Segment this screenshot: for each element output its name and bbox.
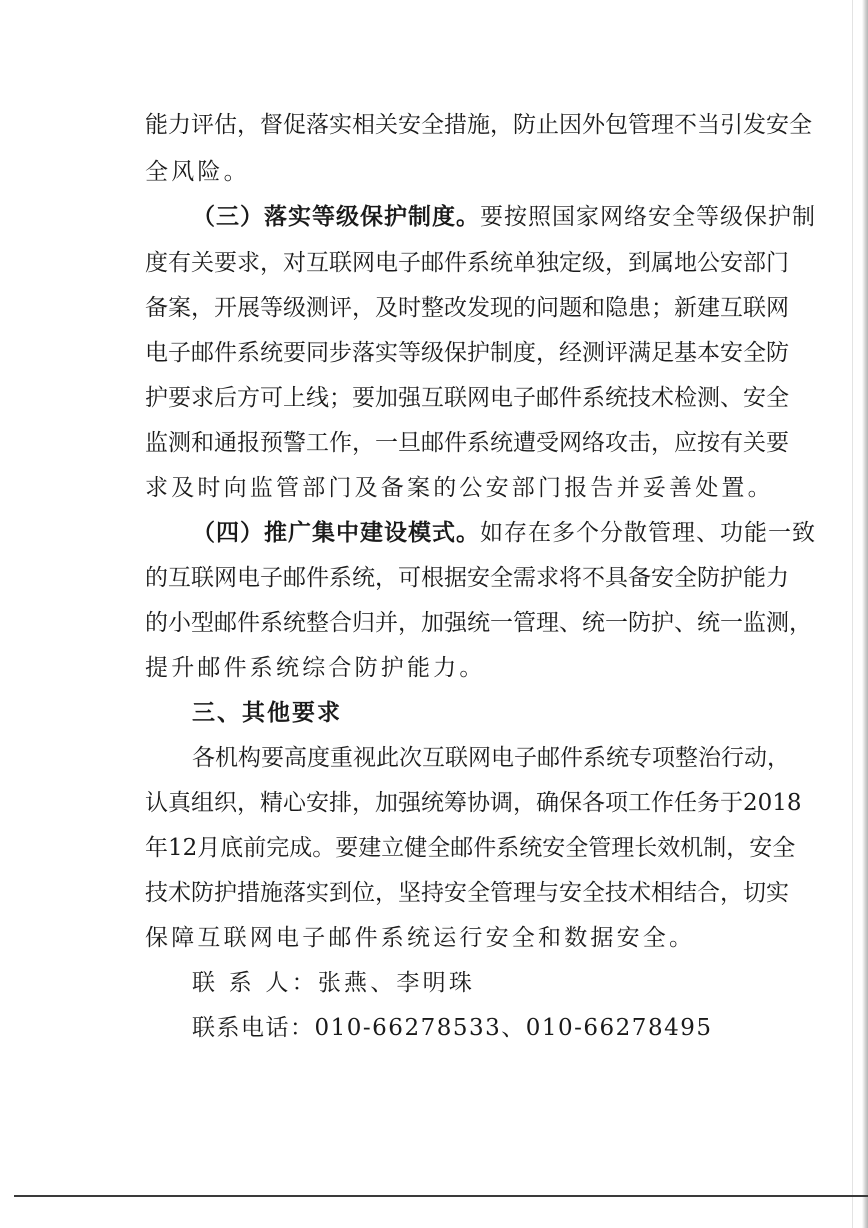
contact-person: 联 系 人：张燕、李明珠 <box>192 970 476 996</box>
paragraph-line: 保障互联网电子邮件系统运行安全和数据安全。 <box>145 925 696 951</box>
section-heading-other-requirements: 三、其他要求 <box>192 700 342 726</box>
paragraph-line: 的互联网电子邮件系统，可根据安全需求将不具备安全防护能力 <box>145 565 789 591</box>
scan-edge-line <box>852 0 853 1228</box>
section-4-text: 如存在多个分散管理、功能一致 <box>480 520 816 546</box>
paragraph-line: 年12月底前完成。要建立健全邮件系统安全管理长效机制，安全 <box>145 835 796 861</box>
paragraph-line: 各机构要高度重视此次互联网电子邮件系统专项整治行动， <box>192 745 790 771</box>
contact-phone: 联系电话：010-66278533、010-66278495 <box>192 1015 713 1041</box>
paragraph-line: 全风险。 <box>145 159 250 185</box>
paragraph-line: 监测和通报预警工作，一旦邮件系统遭受网络攻击，应按有关要 <box>145 430 789 456</box>
paragraph-line-section-4 <box>192 518 816 548</box>
section-4-title: （四）推广集中建设模式。 <box>192 519 480 546</box>
section-3-title: （三）落实等级保护制度。 <box>192 203 480 230</box>
paragraph-line: 提升邮件系统综合防护能力。 <box>145 655 486 681</box>
paragraph-line: 电子邮件系统要同步落实等级保护制度，经测评满足基本安全防 <box>145 340 789 366</box>
paragraph-line: 求及时向监管部门及备案的公安部门报告并妥善处置。 <box>145 475 774 501</box>
paragraph-line: 认真组织，精心安排，加强统筹协调，确保各项工作任务于2018 <box>145 790 802 816</box>
paragraph-line-section-3 <box>192 202 816 232</box>
paragraph-line: 技术防护措施落实到位，坚持安全管理与安全技术相结合，切实 <box>145 880 789 906</box>
page-bottom-rule <box>14 1195 868 1197</box>
paragraph-line: 护要求后方可上线；要加强互联网电子邮件系统技术检测、安全 <box>145 385 789 411</box>
section-3-text: 要按照国家网络安全等级保护制 <box>480 204 816 230</box>
paragraph-line: 度有关要求，对互联网电子邮件系统单独定级，到属地公安部门 <box>145 250 789 276</box>
paragraph-line: 备案，开展等级测评，及时整改发现的问题和隐患；新建互联网 <box>145 295 789 321</box>
scan-edge-shadow <box>862 0 868 1228</box>
paragraph-line: 的小型邮件系统整合归并，加强统一管理、统一防护、统一监测， <box>145 610 812 636</box>
paragraph-line: 能力评估，督促落实相关安全措施，防止因外包管理不当引发安全 <box>145 112 812 138</box>
